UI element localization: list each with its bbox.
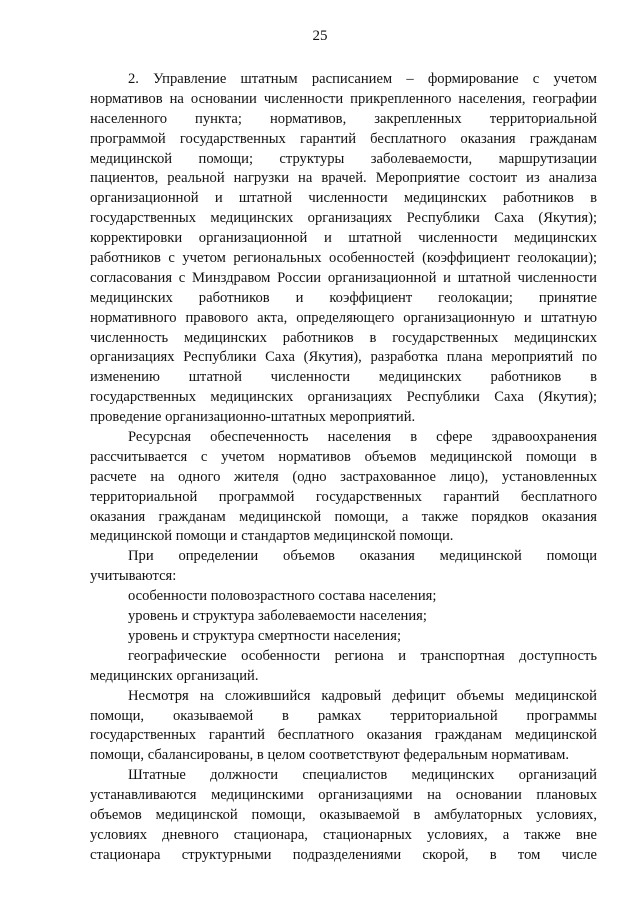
text-line: нормативов на основании численности прикрепленного населения, географии (90, 90, 597, 107)
text-line: нормативного правового акта, определяющего организационную и штатную (90, 309, 597, 326)
text-line: медицинских организаций. (90, 667, 259, 684)
text-line: 2. Управление штатным расписанием – формирование с учетом (128, 71, 597, 87)
page-number: 25 (312, 28, 328, 44)
text-line: Штатные должности специалистов медицинских организаций (128, 767, 597, 784)
text-line: Несмотря на сложившийся кадровый дефицит объемы медицинской (128, 687, 597, 704)
text-line: устанавливаются медицинскими организациями на основании плановых (90, 787, 597, 804)
text-line: государственных гарантий бесплатного оказания гражданам медицинской (90, 727, 597, 744)
text-line: объемов медицинской помощи, оказываемой в амбулаторных условиях, (90, 806, 597, 823)
text-line: территориальной программой государственных гарантий бесплатного (90, 488, 597, 505)
text-line: уровень и структура смертности населения; (128, 627, 402, 644)
text-line: помощи, оказываемой в рамках территориальной программы (90, 707, 597, 724)
text-line: государственных медицинских организациях Республики Саха (Якутия); (90, 389, 597, 406)
text-line: географические особенности региона и транспортная доступность (128, 647, 597, 664)
text-line: пациентов, реальной нагрузки на врачей. Мероприятие состоит из анализа (90, 170, 597, 187)
text-line: медицинской помощи и стандартов медицинской помощи. (90, 528, 454, 545)
text-line: программой государственных гарантий бесплатного оказания гражданам (90, 130, 597, 147)
text-line: условиях дневного стационара, стационарных условиях, а также вне (90, 826, 597, 843)
text-line: медицинской помощи; структуры заболеваемости, маршрутизации (90, 150, 597, 167)
body-text (90, 70, 597, 866)
text-line: организационной и штатной численности медицинских работников в (90, 190, 597, 207)
text-line: медицинских работников и коэффициент геолокации; принятие (90, 289, 597, 306)
text-line: проведение организационно-штатных мероприятий. (90, 409, 416, 426)
text-line: помощи, сбалансированы, в целом соответствуют федеральным нормативам. (90, 747, 569, 764)
text-line: учитываются: (90, 568, 177, 585)
text-line: корректировки организационной и штатной численности медицинских (90, 230, 597, 247)
text-line: уровень и структура заболеваемости населения; (128, 608, 427, 625)
text-line: изменению штатной численности медицинских работников в (90, 369, 597, 386)
text-line: государственных медицинских организациях Республики Саха (Якутия); (90, 210, 597, 227)
text-line: численность медицинских работников в государственных медицинских (90, 329, 597, 346)
text-line: Ресурсная обеспеченность населения в сфере здравоохранения (128, 429, 597, 446)
text-line: работников с учетом региональных особенностей (коэффициент геолокации); (90, 250, 597, 267)
text-line: расчете на одного жителя (одно застрахованное лицо), установленных (90, 468, 597, 485)
text-line: согласования с Минздравом России организационной и штатной численности (90, 269, 597, 286)
text-line: оказания гражданам медицинской помощи, а также порядков оказания (90, 508, 597, 525)
text-line: При определении объемов оказания медицинской помощи (128, 548, 597, 565)
text-line: особенности половозрастного состава населения; (128, 588, 437, 605)
text-line: организациях Республики Саха (Якутия), разработка плана мероприятий по (90, 349, 597, 366)
text-line: стационара структурными подразделениями скорой, в том числе (90, 846, 597, 863)
text-line: рассчитывается с учетом нормативов объемов медицинской помощи в (90, 448, 597, 465)
text-line: населенного пункта; нормативов, закрепленных территориальной (90, 110, 597, 127)
